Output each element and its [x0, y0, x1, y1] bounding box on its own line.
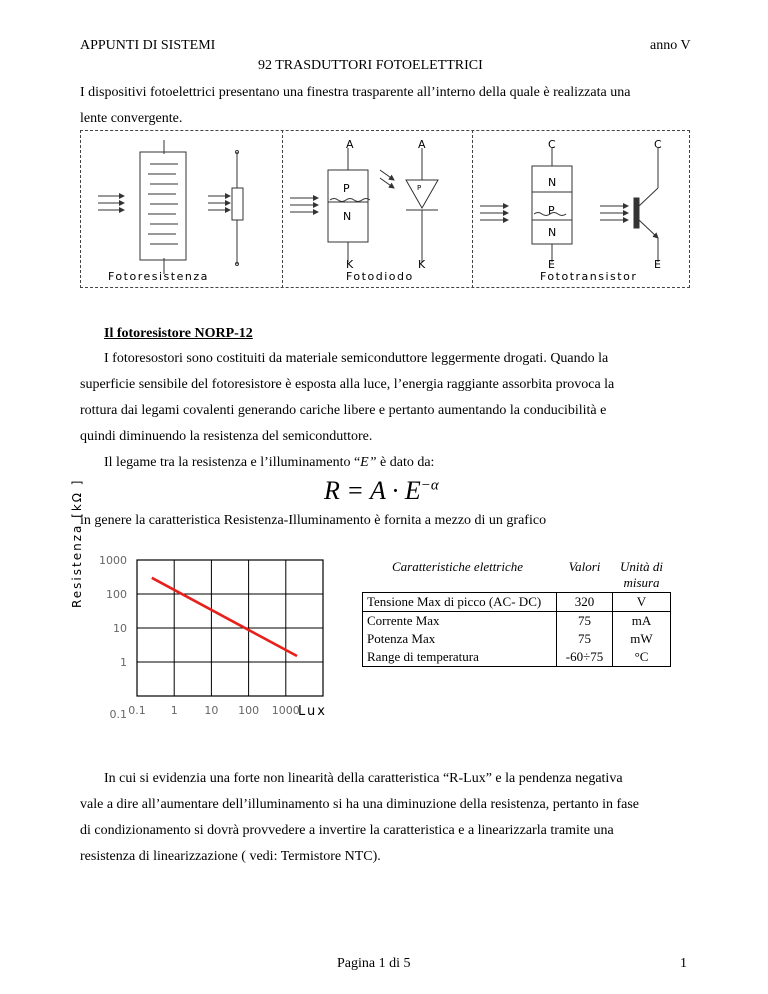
chart-x-tick-label: 1 — [170, 704, 178, 717]
phototransistor-p-layer: P — [548, 204, 555, 217]
chart-series-line — [152, 578, 297, 656]
table-row — [363, 630, 671, 648]
chart-y-tick-label: 10 — [113, 622, 127, 635]
section-para-line-3: rottura dai legami covalenti generando cariche libere e pertanto aumentando la conducibilità e — [80, 403, 607, 418]
chart-y-tick-label: 1000 — [99, 554, 127, 567]
light-arrows-icon — [480, 206, 508, 220]
light-arrows-icon — [600, 206, 628, 220]
spec-table — [362, 558, 671, 667]
transistor-pin-c-label: C — [654, 138, 662, 151]
phototransistor-pin-e-label: E — [548, 258, 555, 271]
spec-label: Potenza Max — [363, 630, 557, 648]
spec-unit: °C — [613, 648, 671, 667]
spec-table-header — [363, 558, 671, 593]
conclusion-line-3: di condizionamento si dovrà provvedere a invertire la caratteristica e a linearizzarla tramite una — [80, 823, 614, 838]
chart-xlabel: Lux — [298, 704, 327, 719]
spec-value: 75 — [557, 630, 613, 648]
graph-intro: in genere la caratteristica Resistenza-Illuminamento è fornita a mezzo di un grafico — [80, 513, 547, 528]
phototransistor-n-top-layer: N — [548, 176, 557, 189]
spec-label: Tensione Max di picco (AC- DC) — [363, 593, 557, 612]
diode-symbol-icon — [406, 148, 438, 262]
diode-p-mark: P — [417, 184, 422, 192]
spec-unit: mW — [613, 630, 671, 648]
photodiode-pin-k-label: K — [346, 258, 354, 271]
light-arrows-icon — [290, 198, 318, 212]
chart-y-tick-label: 100 — [106, 588, 127, 601]
photodiode-pin-a-label: A — [346, 138, 354, 151]
header-right: anno V — [650, 38, 691, 53]
spec-header-unit: Unità di misura — [620, 559, 663, 590]
section-para-line-4: quindi diminuendo la resistenza del semiconduttore. — [80, 429, 373, 444]
intro-line-2: lente convergente. — [80, 111, 183, 126]
photoresistor-meander-icon — [148, 140, 178, 274]
caption-fototransistor: Fototransistor — [540, 270, 638, 283]
formula: $R = A \cdot E^{-\alpha}$ — [324, 476, 439, 505]
chart-x-tick-label: 1000 — [271, 704, 300, 717]
resistor-symbol-icon — [232, 151, 243, 266]
page-title: 92 TRASDUTTORI FOTOELETTRICI — [258, 58, 483, 73]
spec-header-char: Caratteristiche elettriche — [391, 559, 524, 574]
photodiode-p-layer: P — [343, 182, 350, 195]
intro-line-1: I dispositivi fotoelettrici presentano una finestra trasparente all’interno della quale è realizzata una — [80, 85, 631, 100]
devices-figure — [80, 130, 690, 288]
footer-number: 1 — [680, 956, 687, 971]
chart-series — [152, 578, 297, 656]
chart-ylabel: Resistenza [kΩ ] — [70, 478, 84, 608]
spec-value: -60÷75 — [557, 648, 613, 667]
diode-pin-a-label: A — [418, 138, 426, 151]
table-row — [363, 648, 671, 667]
chart-grid — [137, 560, 323, 696]
section-para-line-2: superficie sensibile del fotoresistore è esposta alla luce, l’energia raggiante assorbita provoca la — [80, 377, 615, 392]
footer-page: Pagina 1 di 5 — [337, 956, 411, 971]
header-left: APPUNTI DI SISTEMI — [80, 38, 216, 53]
spec-label: Range di temperatura — [363, 648, 557, 667]
conclusion-line-1: In cui si evidenzia una forte non linearità della caratteristica “R-Lux” e la pendenza negativa — [104, 771, 623, 786]
spec-value: 75 — [557, 612, 613, 631]
caption-fotodiodo: Fotodiodo — [346, 270, 414, 283]
spec-value: 320 — [557, 593, 613, 612]
phototransistor-n-bottom-layer: N — [548, 226, 557, 239]
conclusion-line-2: vale a dire all’aumentare dell’illuminamento si ha una diminuzione della resistenza, pertanto in fase — [80, 797, 640, 812]
chart-y-tick-label: 0.1 — [109, 708, 127, 721]
chart-y-tick-label: 1 — [120, 656, 127, 669]
conclusion-line-4: resistenza di linearizzazione ( vedi: Termistore NTC). — [80, 849, 381, 864]
phototransistor-pin-c-label: C — [548, 138, 556, 151]
transistor-pin-e-label: E — [654, 258, 661, 271]
light-arrows-icon — [208, 196, 230, 210]
photodiode-light-arrows-icon — [380, 170, 394, 188]
table-row — [363, 612, 671, 631]
spec-label: Corrente Max — [363, 612, 557, 631]
spec-unit: mA — [613, 612, 671, 631]
table-row — [363, 593, 671, 612]
section-para-line-1: I fotoresostori sono costituiti da materiale semiconduttore leggermente drogati. Quando la — [104, 351, 609, 366]
spec-header-values: Valori — [568, 559, 601, 574]
photodiode-n-layer: N — [343, 210, 352, 223]
chart-x-tick-label: 0.1 — [128, 704, 146, 717]
spec-unit: V — [613, 593, 671, 612]
chart-x-tick-label: 10 — [204, 704, 219, 717]
photodiode-body-icon — [328, 148, 370, 262]
section-title: Il fotoresistore NORP-12 — [104, 326, 253, 341]
transistor-symbol-icon — [634, 148, 658, 262]
light-arrows-icon — [98, 196, 124, 210]
resistance-lux-chart — [80, 540, 340, 730]
chart-x-tick-label: 100 — [238, 704, 260, 717]
relation-intro: Il legame tra la resistenza e l’illuminamento “E” è dato da: — [104, 455, 435, 470]
caption-fotoresistenza: Fotoresistenza — [108, 270, 209, 283]
diode-pin-k-label: K — [418, 258, 426, 271]
